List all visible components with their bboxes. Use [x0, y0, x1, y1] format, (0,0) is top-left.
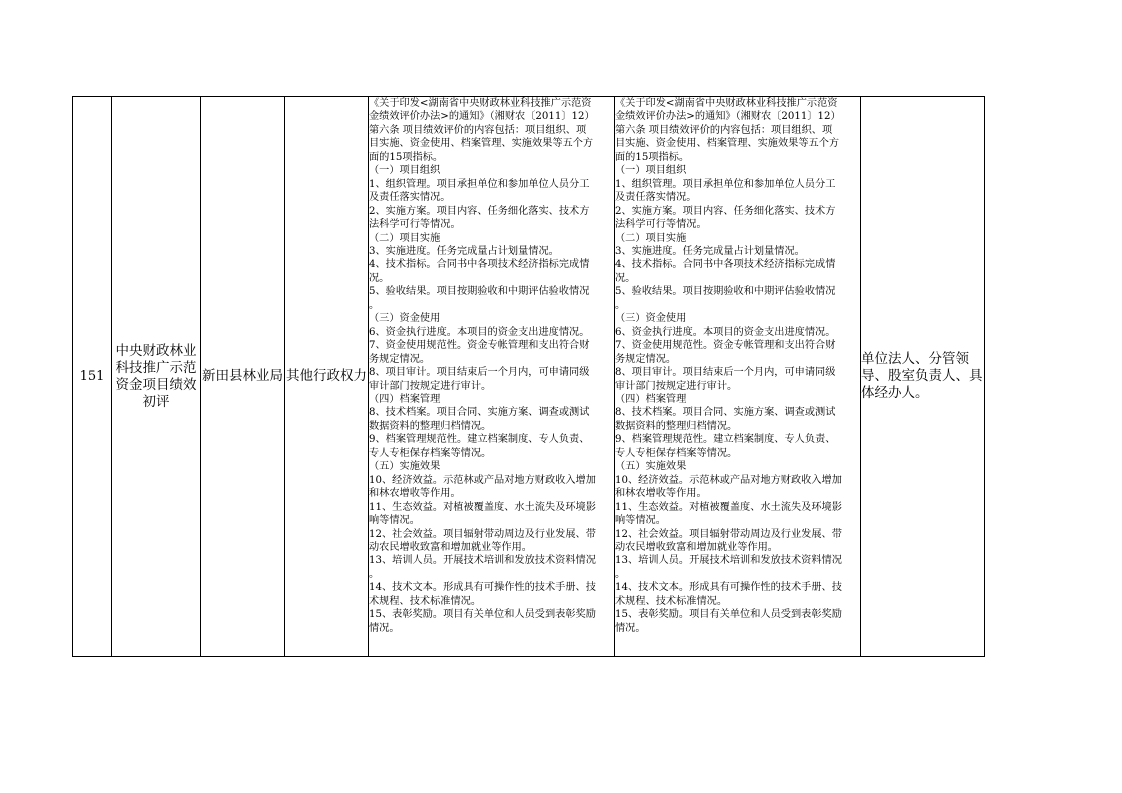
basis-line: （五）实施效果	[369, 461, 441, 473]
basis-line: 9、档案管理规范性。建立档案制度、专人负责、	[369, 434, 590, 446]
basis-line: 15、表彰奖励。项目有关单位和人员受到表彰奖励	[615, 609, 842, 621]
basis-line: 目实施、资金使用、档案管理、实施效果等五个方	[369, 138, 594, 150]
basis-line: 14、技术文本。形成具有可操作性的技术手册、技	[615, 582, 842, 594]
basis-line: 8、技术档案。项目合同、实施方案、调查或测试	[369, 407, 590, 419]
basis-line: 和林农增收等作用。	[369, 488, 461, 500]
basis-line: 8、项目审计。项目结束后一个月内，可申请同级	[615, 367, 836, 379]
basis-line: 务规定情况。	[369, 353, 431, 365]
basis-line: 。	[615, 568, 626, 580]
basis-line: 及责任落实情况。	[369, 192, 451, 204]
responsible-persons: 单位法人、分管领导、股室负责人、具体经办人。	[861, 97, 985, 657]
basis-line: 3、实施进度。任务完成量占计划量情况。	[615, 245, 805, 257]
basis-line: 5、验收结果。项目按期验收和中期评估验收情况	[615, 286, 836, 298]
basis-line: 8、技术档案。项目合同、实施方案、调查或测试	[615, 407, 836, 419]
basis-line: 2、实施方案。项目内容、任务细化落实、技术方	[615, 205, 836, 217]
basis-line: 审计部门按规定进行审计。	[369, 380, 492, 392]
responsibility-basis-cell	[615, 97, 861, 657]
power-type: 其他行政权力	[285, 97, 369, 657]
basis-line: （五）实施效果	[615, 461, 687, 473]
basis-line: 9、档案管理规范性。建立档案制度、专人负责、	[615, 434, 836, 446]
basis-line: 7、资金使用规范性。资金专帐管理和支出符合财	[369, 340, 590, 352]
basis-line: 12、社会效益。项目辐射带动周边及行业发展、带	[615, 528, 842, 540]
basis-line: 面的15项指标。	[369, 151, 444, 163]
basis-line: （二）项目实施	[615, 232, 687, 244]
basis-line: 目实施、资金使用、档案管理、实施效果等五个方	[615, 138, 840, 150]
basis-line: 法科学可行等情况。	[615, 219, 707, 231]
basis-line: 法科学可行等情况。	[369, 219, 461, 231]
basis-line: 2、实施方案。项目内容、任务细化落实、技术方	[369, 205, 590, 217]
legal-basis-cell	[369, 97, 615, 657]
basis-line: 15、表彰奖励。项目有关单位和人员受到表彰奖励	[369, 609, 596, 621]
basis-line: 况。	[615, 272, 636, 284]
basis-line: 3、实施进度。任务完成量占计划量情况。	[369, 245, 559, 257]
basis-line: 8、项目审计。项目结束后一个月内，可申请同级	[369, 367, 590, 379]
basis-line: （三）资金使用	[369, 313, 441, 325]
basis-line: 。	[369, 568, 380, 580]
basis-line: 14、技术文本。形成具有可操作性的技术手册、技	[369, 582, 596, 594]
basis-line: 金绩效评价办法>的通知》（湘财农〔2011〕12）	[369, 111, 595, 123]
basis-line: 金绩效评价办法>的通知》（湘财农〔2011〕12）	[615, 111, 841, 123]
basis-line: 。	[615, 299, 626, 311]
basis-line: 专人专柜保存档案等情况。	[615, 447, 738, 459]
basis-line: 7、资金使用规范性。资金专帐管理和支出符合财	[615, 340, 836, 352]
basis-line: 面的15项指标。	[615, 151, 690, 163]
basis-line: 。	[369, 299, 380, 311]
table-row	[73, 97, 985, 657]
item-name: 中央财政林业科技推广示范资金项目绩效初评	[112, 97, 201, 657]
row-number: 151	[73, 97, 112, 657]
basis-line: 和林农增收等作用。	[615, 488, 707, 500]
basis-line: 1、组织管理。项目承担单位和参加单位人员分工	[615, 178, 836, 190]
basis-line: 12、社会效益。项目辐射带动周边及行业发展、带	[369, 528, 596, 540]
basis-line: （四）档案管理	[615, 393, 687, 405]
basis-line: 第六条 项目绩效评价的内容包括：项目组织、项	[615, 124, 833, 136]
basis-line: 专人专柜保存档案等情况。	[369, 447, 492, 459]
basis-line: 数据资料的整理归档情况。	[615, 420, 738, 432]
basis-line: 情况。	[369, 622, 400, 634]
basis-line: 《关于印发<湖南省中央财政林业科技推广示范资	[369, 98, 592, 109]
basis-line: （一）项目组织	[369, 165, 441, 177]
basis-line: （三）资金使用	[615, 313, 687, 325]
basis-line: 况。	[369, 272, 390, 284]
basis-line: 第六条 项目绩效评价的内容包括：项目组织、项	[369, 124, 587, 136]
basis-line: 及责任落实情况。	[615, 192, 697, 204]
basis-line: 响等情况。	[369, 515, 420, 527]
basis-line: 情况。	[615, 622, 646, 634]
basis-line: 10、经济效益。示范林或产品对地方财政收入增加	[615, 474, 842, 486]
implementing-unit: 新田县林业局	[201, 97, 285, 657]
responsibility-basis	[615, 97, 860, 635]
basis-line: 6、资金执行进度。本项目的资金支出进度情况。	[369, 326, 590, 338]
basis-line: 务规定情况。	[615, 353, 677, 365]
basis-line: 术规程、技术标准情况。	[369, 595, 482, 607]
basis-line: 数据资料的整理归档情况。	[369, 420, 492, 432]
legal-basis	[369, 97, 614, 635]
basis-line: 10、经济效益。示范林或产品对地方财政收入增加	[369, 474, 596, 486]
basis-line: 13、培训人员。开展技术培训和发放技术资料情况	[615, 555, 842, 567]
basis-line: 4、技术指标。合同书中各项技术经济指标完成情	[615, 259, 836, 271]
basis-line: 术规程、技术标准情况。	[615, 595, 728, 607]
basis-line: 6、资金执行进度。本项目的资金支出进度情况。	[615, 326, 836, 338]
basis-line: 动农民增收致富和增加就业等作用。	[615, 541, 778, 553]
power-list-table	[72, 96, 985, 657]
basis-line: 13、培训人员。开展技术培训和发放技术资料情况	[369, 555, 596, 567]
basis-line: 响等情况。	[615, 515, 666, 527]
basis-line: 《关于印发<湖南省中央财政林业科技推广示范资	[615, 98, 838, 109]
basis-line: 动农民增收致富和增加就业等作用。	[369, 541, 532, 553]
basis-line: 审计部门按规定进行审计。	[615, 380, 738, 392]
basis-line: （四）档案管理	[369, 393, 441, 405]
basis-line: 4、技术指标。合同书中各项技术经济指标完成情	[369, 259, 590, 271]
basis-line: （二）项目实施	[369, 232, 441, 244]
basis-line: 11、生态效益。对植被覆盖度、水土流失及环境影	[369, 501, 596, 513]
basis-line: （一）项目组织	[615, 165, 687, 177]
basis-line: 5、验收结果。项目按期验收和中期评估验收情况	[369, 286, 590, 298]
basis-line: 1、组织管理。项目承担单位和参加单位人员分工	[369, 178, 590, 190]
basis-line: 11、生态效益。对植被覆盖度、水土流失及环境影	[615, 501, 842, 513]
